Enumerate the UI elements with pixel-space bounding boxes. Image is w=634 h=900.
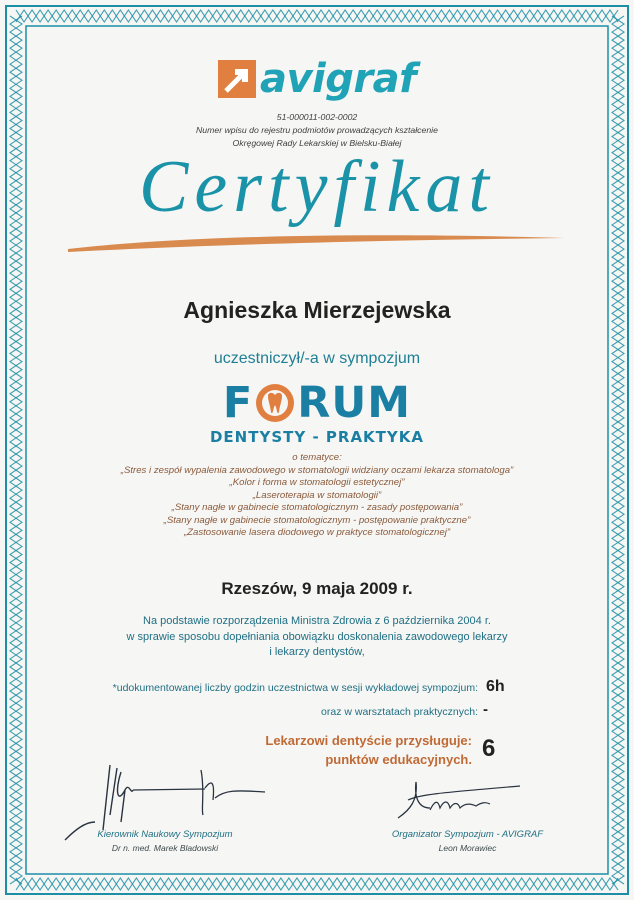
topic-item: „Kolor i forma w stomatologii estetycznej”	[229, 477, 405, 488]
legal-basis	[0, 614, 634, 661]
right-signatory-title: Organizator Sympozjum - AVIGRAF	[391, 829, 544, 840]
legal-line-3: i lekarzy dentystów,	[269, 646, 365, 658]
legal-line-1: Na podstawie rozporządzenia Ministra Zdrowia z 6 października 2004 r.	[143, 615, 491, 627]
workshop-hours-label: oraz w warsztatach praktycznych:	[321, 706, 478, 718]
logo-wordmark: avigraf	[259, 56, 417, 102]
left-signatory-name: Dr n. med. Marek Bladowski	[111, 843, 219, 853]
event-name-right: RUM	[297, 378, 412, 428]
participation-text: uczestniczył/-a w sympozjum	[213, 350, 421, 367]
left-signature	[55, 760, 270, 855]
topic-item: „Laseroterapia w stomatologii”	[252, 489, 382, 501]
points-label-line-1: Lekarzowi dentyście przysługuje:	[265, 733, 472, 748]
topic-item: „Stres i zespół wypalenia zawodowego w stomatologii widziany oczami lekarza stomatologa”	[120, 464, 514, 476]
event-subtitle: DENTYSTY - PRAKTYKA	[209, 428, 424, 446]
points-value: 6	[482, 735, 496, 762]
place-and-date: Rzeszów, 9 maja 2009 r.	[221, 579, 413, 598]
right-signatory-name: Leon Morawiec	[438, 843, 497, 853]
workshop-hours-value: -	[483, 701, 488, 718]
registry-line-2: Okręgowej Rady Lekarskiej w Bielsku-Białej	[232, 138, 402, 148]
arrow-up-right-icon	[218, 60, 256, 98]
legal-line-2: w sprawie sposobu dopełniania obowiązku doskonalenia zawodowego lekarzy	[126, 630, 508, 643]
topics-list	[0, 452, 634, 540]
event-logo	[0, 380, 634, 426]
event-name-left: F	[222, 378, 254, 428]
points-label-line-2: punktów edukacyjnych.	[325, 752, 472, 767]
topic-item: „Stany nagłe w gabinecie stomatologicznym - postępowanie praktyczne”	[163, 514, 471, 526]
topic-item: „Zastosowanie lasera diodowego w praktyce stomatologicznej”	[183, 527, 451, 538]
lecture-hours-label: *udokumentowanej liczby godzin uczestnictwa w sesji wykładowej sympozjum:	[112, 682, 478, 694]
certificate-title: Certyfikat	[139, 146, 495, 228]
registry-line-1: Numer wpisu do rejestru podmiotów prowadzących kształcenie	[196, 125, 438, 135]
right-signature	[390, 770, 550, 830]
avigraf-logo	[0, 55, 634, 103]
topic-item: „Stany nagłe w gabinecie stomatologicznym - zasady postępowania”	[171, 502, 463, 513]
lecture-hours-value: 6h	[486, 678, 505, 695]
topics-intro: o tematyce:	[292, 452, 342, 463]
recipient-name: Agnieszka Mierzejewska	[183, 297, 451, 323]
tooth-icon	[254, 382, 296, 424]
left-signatory-title: Kierownik Naukowy Sympozjum	[97, 829, 233, 840]
registry-code: 51-000011-002-0002	[276, 112, 358, 122]
title-swoosh	[0, 228, 634, 258]
